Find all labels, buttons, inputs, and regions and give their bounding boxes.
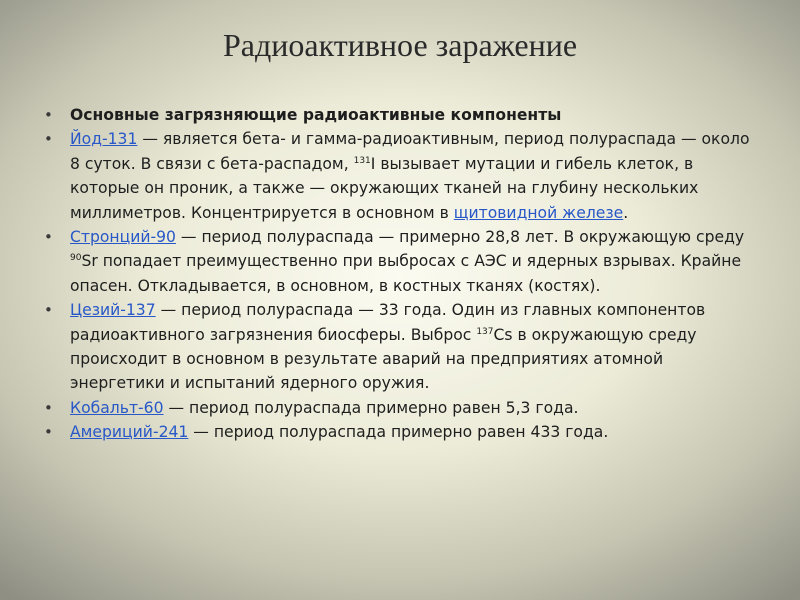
slide-content (44, 103, 760, 445)
bullet-list (44, 103, 760, 445)
bullet-item-cobalt (44, 396, 760, 420)
americium-text: — период полураспада примерно равен 433 года. (188, 423, 609, 442)
bullet-item-iodine (44, 127, 760, 225)
bullet-icon: • (44, 423, 53, 442)
link-americium-241[interactable]: Америций-241 (70, 423, 189, 442)
link-iodine-131[interactable]: Йод-131 (70, 130, 138, 149)
link-cesium-137[interactable]: Цезий-137 (70, 301, 156, 320)
strontium-text-part-1: — период полураспада — примерно 28,8 лет. В окружающую среду (175, 228, 745, 247)
strontium-text-part-2: Sr попадает преимущественно при выбросах с АЭС и ядерных взрывах. Крайне опасен. Откладывается, в основном, в костных тканях (костях). (70, 252, 742, 295)
iodine-text-part-2: I вызывает мутации и гибель клеток, в которые он проник, а также — окружающих тканей на глубину нескольких миллиметров. Концентрируется в основном в (70, 154, 699, 222)
link-strontium-90[interactable]: Стронций-90 (70, 228, 176, 247)
iodine-text-part-1: — является бета- и гамма-радиоактивным, период полураспада — около 8 суток. В связи с бета-распадом, (70, 130, 750, 173)
cobalt-text: — период полураспада примерно равен 5,3 года. (163, 398, 579, 417)
bullet-icon: • (44, 301, 53, 320)
link-cobalt-60[interactable]: Кобальт-60 (70, 398, 164, 417)
section-heading: Основные загрязняющие радиоактивные компоненты (70, 106, 562, 124)
cesium-text-part-1: — период полураспада — 33 года. Один из главных компонентов радиоактивного загрязнения биосферы. Выброс (70, 301, 706, 344)
bullet-item-strontium (44, 225, 760, 298)
slide-title: Радиоактивное заражение (222, 27, 578, 63)
cesium-isotope-superscript: 137 (476, 326, 494, 337)
iodine-text-part-3: . (623, 203, 629, 222)
cesium-text-part-2: Cs в окружающую среду происходит в основном в результате аварий на предприятиях атомной энергетики и испытаний ядерного оружия. (70, 325, 697, 393)
bullet-icon: • (44, 106, 53, 124)
bullet-item-americium (44, 420, 760, 444)
strontium-isotope-superscript: 90 (70, 253, 82, 264)
bullet-icon: • (44, 228, 53, 247)
iodine-isotope-superscript: 131 (353, 155, 371, 166)
bullet-icon: • (44, 130, 53, 149)
bullet-icon: • (44, 398, 53, 417)
link-thyroid-gland[interactable]: щитовидной железе (453, 203, 624, 222)
bullet-item-heading (44, 103, 760, 127)
bullet-item-cesium (44, 298, 760, 396)
